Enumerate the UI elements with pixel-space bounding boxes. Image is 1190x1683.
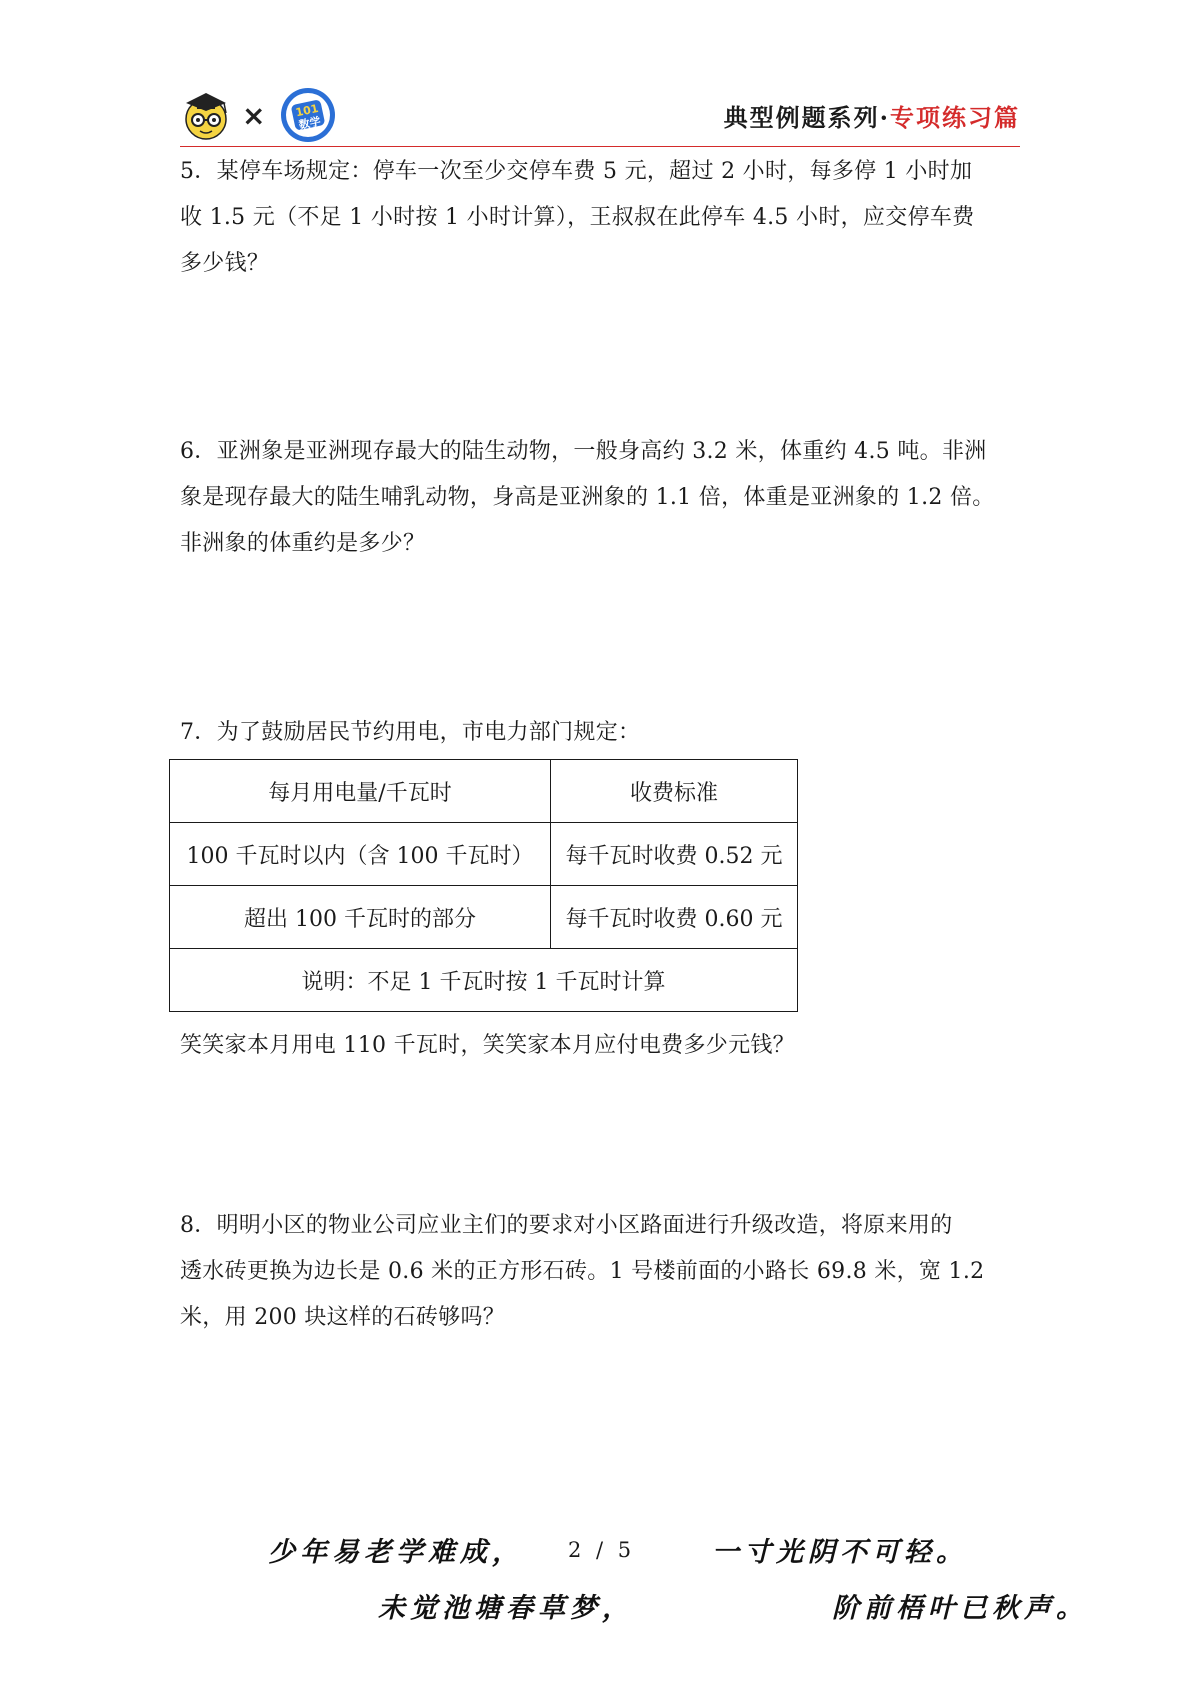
fee-table	[169, 759, 798, 1012]
question-line: 6．亚洲象是亚洲现存最大的陆生动物，一般身高约 3.2 米，体重约 4.5 吨。非洲	[180, 439, 987, 464]
poem-line-2-left: 未觉池塘春草梦，	[378, 1593, 634, 1624]
question-line: 象是现存最大的陆生哺乳动物，身高是亚洲象的 1.1 倍，体重是亚洲象的 1.2 倍。	[180, 485, 995, 510]
question-line: 收 1.5 元（不足 1 小时按 1 小时计算），王叔叔在此停车 4.5 小时，应交停车费	[180, 205, 975, 230]
table-header-cell: 每月用电量/千瓦时	[170, 760, 551, 823]
page-header	[180, 84, 1020, 150]
table-header-row	[170, 760, 798, 823]
math-badge-logo-icon	[279, 86, 337, 144]
poem-line-1-right: 一寸光阴不可轻。	[712, 1537, 968, 1568]
poem-line-1-left: 少年易老学难成，	[268, 1537, 524, 1568]
poem-line-2-right: 阶前梧叶已秋声。	[832, 1593, 1088, 1624]
badge-top-text: 101	[294, 101, 321, 120]
series-title	[724, 98, 1020, 133]
table-cell: 每千瓦时收费 0.52 元	[551, 823, 798, 886]
question-7-ask	[180, 1023, 1020, 1069]
brand-logos	[180, 84, 337, 146]
question-line: 8．明明小区的物业公司应业主们的要求对小区路面进行升级改造，将原来用的	[180, 1213, 953, 1238]
question-line: 多少钱？	[180, 251, 270, 276]
table-note: 说明：不足 1 千瓦时按 1 千瓦时计算	[170, 949, 798, 1012]
question-7-intro	[180, 710, 1020, 756]
times-sign: ×	[242, 98, 266, 132]
question-line: 透水砖更换为边长是 0.6 米的正方形石砖。1 号楼前面的小路长 69.8 米，宽 1.2	[180, 1259, 985, 1284]
series-title-main: 典型例题系列	[723, 103, 880, 132]
question-line: 笑笑家本月用电 110 千瓦时，笑笑家本月应付电费多少元钱？	[180, 1033, 795, 1058]
question-line: 7．为了鼓励居民节约用电，市电力部门规定：	[180, 720, 641, 745]
table-row	[170, 823, 798, 886]
table-cell: 100 千瓦时以内（含 100 千瓦时）	[170, 823, 551, 886]
header-divider	[180, 146, 1020, 147]
series-title-sub: 专项练习篇	[890, 103, 1020, 132]
table-cell: 超出 100 千瓦时的部分	[170, 886, 551, 949]
question-8	[180, 1203, 1020, 1341]
mascot-logo-icon	[180, 89, 232, 141]
question-line: 非洲象的体重约是多少？	[180, 531, 426, 556]
question-6	[180, 429, 1020, 567]
page-footer	[0, 1530, 1190, 1650]
page-number: 2 / 5	[568, 1538, 636, 1562]
question-line: 5．某停车场规定：停车一次至少交停车费 5 元，超过 2 小时，每多停 1 小时加	[180, 159, 973, 184]
question-5	[180, 149, 1020, 287]
badge-bottom-text: 数学	[298, 114, 323, 132]
table-row	[170, 886, 798, 949]
series-title-separator: ·	[879, 103, 890, 132]
question-line: 米，用 200 块这样的石砖够吗？	[180, 1305, 506, 1330]
table-cell: 每千瓦时收费 0.60 元	[551, 886, 798, 949]
table-header-cell: 收费标准	[551, 760, 798, 823]
table-note-row	[170, 949, 798, 1012]
